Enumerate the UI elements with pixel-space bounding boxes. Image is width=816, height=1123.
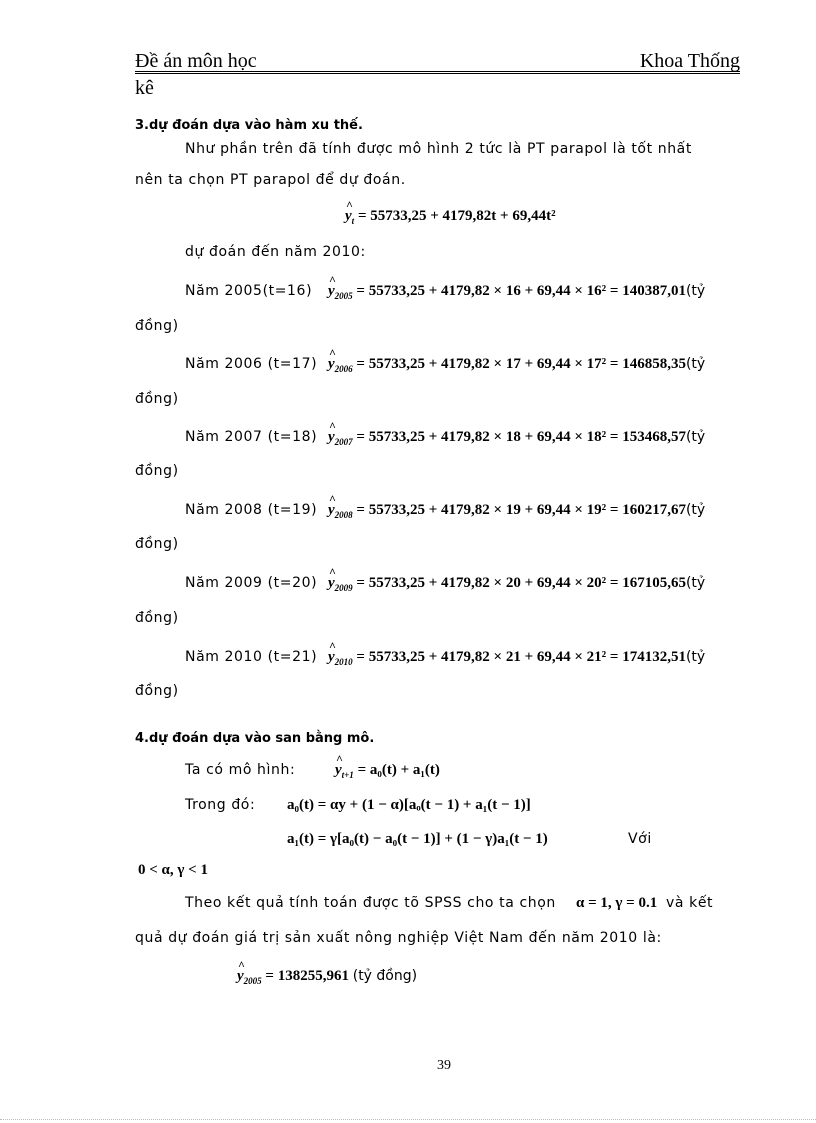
result-line1-b: và kết [666, 895, 714, 911]
section3-para-line2: nên ta chọn PT parapol để dự đoán. [135, 172, 406, 188]
unit-open: (tỷ [685, 429, 706, 445]
y-hat-symbol: ^ $y_{2005}$ [328, 283, 353, 301]
where-label: Trong đó: [185, 797, 256, 813]
unit-open: (tỷ [685, 575, 706, 591]
model-label: Ta có mô hình: [185, 762, 296, 778]
forecast-equation [328, 502, 705, 520]
forecast-expr: = 55733,25 + 4179,82 × 17 + 69,44 × 17² = 146858,35 [356, 356, 686, 372]
forecast-equation [328, 429, 705, 447]
header-rule [135, 71, 740, 74]
forecast-label: Năm 2009 (t=20) [185, 575, 318, 591]
constraint-equation: 0 < α, γ < 1 [138, 862, 208, 878]
section3-heading: 3.dự đoán dựa vào hàm xu thế. [135, 118, 363, 133]
y-hat-symbol: ^ $y_{2009}$ [328, 575, 353, 593]
forecast-label: Năm 2005(t=16) [185, 283, 313, 299]
y-hat-symbol: ^ $y_{2005}$ [237, 968, 262, 986]
page-number: 39 [437, 1058, 451, 1073]
with-label: Với [628, 831, 652, 847]
forecast-equation [328, 356, 705, 374]
y-hat-symbol: ^ $y_{2010}$ [328, 649, 353, 667]
page-bottom-border [0, 1119, 816, 1120]
unit-open: (tỷ [685, 356, 706, 372]
final-unit: (tỷ đồng) [352, 968, 418, 984]
forecast-label: Năm 2008 (t=19) [185, 502, 318, 518]
unit-close: đồng) [135, 391, 179, 407]
y-hat-symbol: ^ $y_{2006}$ [328, 356, 353, 374]
y-hat-symbol: ^ $y_t$ [345, 208, 354, 226]
forecast-label: Năm 2010 (t=21) [185, 649, 318, 665]
a0-equation: a₀(t) = αy + (1 − α)[aₒ(t − 1) + a₁(t − 1)] [287, 797, 531, 813]
forecast-label: Năm 2006 (t=17) [185, 356, 318, 372]
section4-heading: 4.dự đoán dựa vào san bằng mô. [135, 731, 375, 746]
unit-open: (tỷ [685, 283, 706, 299]
forecast-expr: = 55733,25 + 4179,82 × 19 + 69,44 × 19² = 160217,67 [356, 502, 686, 518]
forecast-expr: = 55733,25 + 4179,82 × 18 + 69,44 × 18² = 153468,57 [356, 429, 686, 445]
trend-equation-expr: = 55733,25 + 4179,82t + 69,44t² [357, 208, 556, 224]
forecast-expr: = 55733,25 + 4179,82 × 16 + 69,44 × 16² = 140387,01 [356, 283, 686, 299]
model-equation [335, 762, 440, 780]
unit-close: đồng) [135, 610, 179, 626]
y-hat-symbol: ^ $y_{t+1}$ [335, 762, 354, 780]
result-params: α = 1, γ = 0.1 [576, 895, 658, 911]
unit-close: đồng) [135, 536, 179, 552]
unit-open: (tỷ [685, 649, 706, 665]
header-right: Khoa Thống [639, 50, 740, 72]
result-line1-a: Theo kết quả tính toán được tõ SPSS cho ta chọn [185, 895, 556, 911]
unit-close: đồng) [135, 318, 179, 334]
forecast-equation [328, 283, 705, 301]
y-hat-symbol: ^ $y_{2007}$ [328, 429, 353, 447]
final-equation [237, 968, 417, 986]
header-left: Đề án môn học [135, 50, 257, 72]
forecast-expr: = 55733,25 + 4179,82 × 20 + 69,44 × 20² = 167105,65 [356, 575, 686, 591]
trend-equation [345, 208, 556, 226]
y-hat-symbol: ^ $y_{2008}$ [328, 502, 353, 520]
forecast-label: Năm 2007 (t=18) [185, 429, 318, 445]
header-continuation: kê [135, 77, 154, 99]
model-expr: = a₀(t) + a₁(t) [357, 762, 440, 778]
unit-close: đồng) [135, 463, 179, 479]
forecast-intro: dự đoán đến năm 2010: [185, 244, 366, 260]
result-line2: quả dự đoán giá trị sản xuất nông nghiệp Việt Nam đến năm 2010 là: [135, 930, 662, 946]
a1-equation: a₁(t) = γ[a₀(t) − a₀(t − 1)] + (1 − γ)a₁(t − 1) [287, 831, 548, 847]
forecast-equation [328, 575, 705, 593]
forecast-expr: = 55733,25 + 4179,82 × 21 + 69,44 × 21² = 174132,51 [356, 649, 686, 665]
section3-para-line1: Như phần trên đã tính được mô hình 2 tức là PT parapol là tốt nhất [185, 141, 692, 157]
final-expr: = 138255,961 [265, 968, 349, 984]
unit-open: (tỷ [685, 502, 706, 518]
unit-close: đồng) [135, 683, 179, 699]
forecast-equation [328, 649, 705, 667]
